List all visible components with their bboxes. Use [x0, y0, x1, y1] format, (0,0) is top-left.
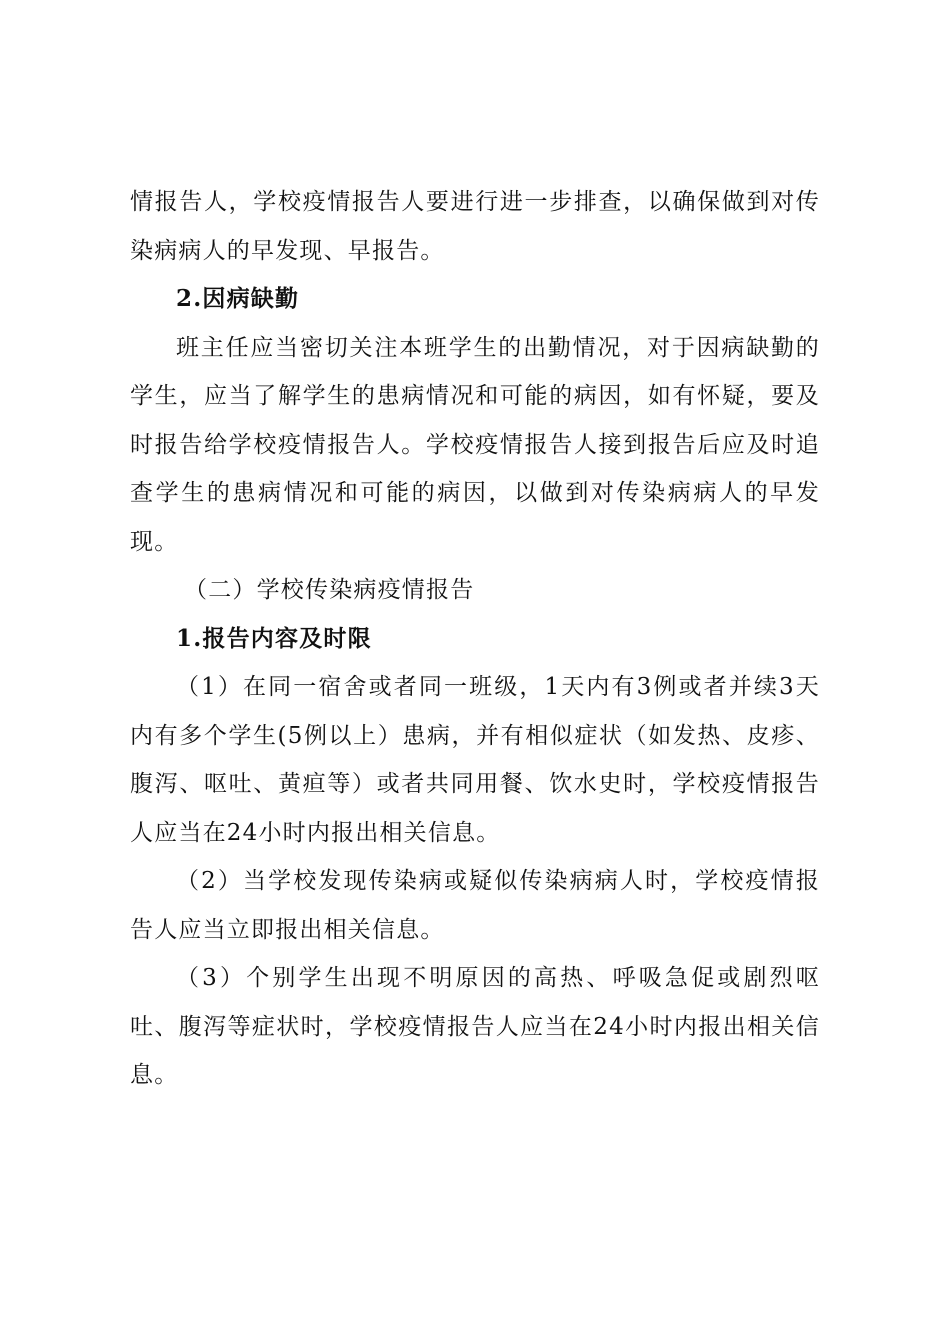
document-body: [130, 178, 820, 1100]
heading-report-content-and-deadline: 1.报告内容及时限: [176, 624, 372, 652]
paragraph-continuation: 情报告人，学校疫情报告人要进行进一步排查，以确保做到对传染病病人的早发现、早报告。: [130, 189, 820, 264]
heading-absence-due-to-illness: 2.因病缺勤: [176, 285, 300, 312]
paragraph-item-3: （3）个别学生出现不明原因的高热、呼吸急促或剧烈呕吐、腹泻等症状时，学校疫情报告人应当在24小时内报出相关信息。: [130, 965, 820, 1088]
paragraph-item-2: （2）当学校发现传染病或疑似传染病病人时，学校疫情报告人应当立即报出相关信息。: [130, 868, 820, 943]
paragraph-item-1: （1）在同一宿舍或者同一班级，1天内有3例或者并续3天内有多个学生(5例以上）患病，并有相似症状（如发热、皮疹、腹泻、呕吐、黄疸等）或者共同用餐、饮水史时，学校疫情报告人应当在24小时内报出相关信息。: [130, 674, 820, 846]
paragraph-absence-monitoring: 班主任应当密切关注本班学生的出勤情况，对于因病缺勤的学生，应当了解学生的患病情况和可能的病因，如有怀疑，要及时报告给学校疫情报告人。学校疫情报告人接到报告后应及时追查学生的患病情况和可能的病因，以做到对传染病病人的早发现。: [130, 334, 820, 555]
section-title-epidemic-report: （二）学校传染病疫情报告: [184, 577, 475, 603]
